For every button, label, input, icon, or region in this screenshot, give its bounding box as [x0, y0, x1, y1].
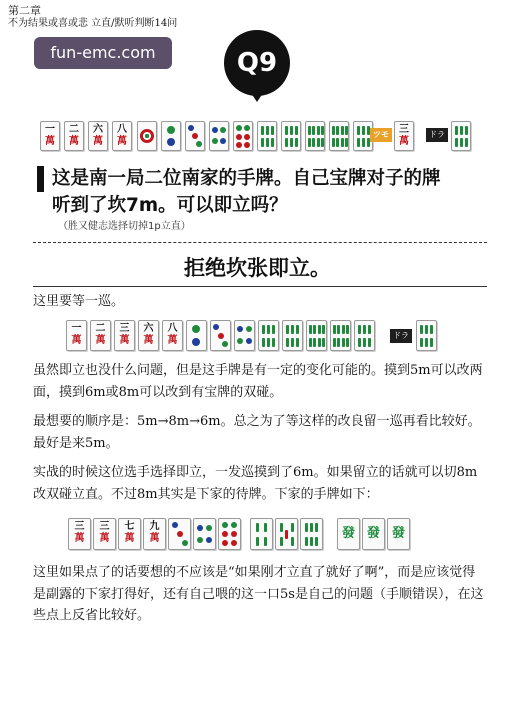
dora-label: ドラ [390, 329, 412, 343]
man-tile: 一 萬 [40, 121, 60, 151]
pin-3-tile [210, 320, 231, 351]
man-tile: 六 萬 [88, 121, 108, 151]
question-text-line-2: 听到了坎7m。可以即立吗？ [52, 195, 288, 216]
sou-8-tile [329, 121, 349, 151]
pin-2-tile [186, 320, 207, 351]
sou-6-tile [257, 121, 277, 151]
man-tile: 九 萬 [143, 518, 166, 550]
badge-pointer-icon [249, 90, 265, 102]
answer-paragraph-4: 实战的时候这位选手选择即立，一发巡摸到了6m。如果留立的话就可以切8m改双碰立直。不过8m其实是下家的待牌。下家的手牌如下： [33, 465, 478, 502]
sou-6-tile [300, 518, 323, 550]
question-marker-bar [37, 166, 44, 192]
dora-sou-tile [416, 320, 437, 351]
chapter-label: 第二章 [8, 4, 41, 17]
question-text-line-1: 这是南一局二位南家的手牌。自己宝牌对子的牌 [52, 168, 441, 189]
pin-6-tile [218, 518, 241, 550]
pin-6-tile [233, 121, 253, 151]
sou-6-tile [258, 320, 279, 351]
dora-label: ドラ [426, 128, 448, 142]
pin-4-tile [193, 518, 216, 550]
answer-paragraph-3: 最想要的顺序是：5m→8m→6m。总之为了等这样的改良留一巡再看比较好。最好是来5m。 [33, 414, 481, 451]
hatsu-tile: 發 [387, 518, 410, 550]
dora-sou-tile [451, 121, 471, 151]
hatsu-tile: 發 [337, 518, 360, 550]
pin-3-tile [185, 121, 205, 151]
man-tile: 七 萬 [118, 518, 141, 550]
sou-5-tile [275, 518, 298, 550]
question-note: （胜又健志选择切掉1p立直） [58, 221, 191, 232]
man-tile: 二 萬 [64, 121, 84, 151]
man-tile: 八 萬 [162, 320, 183, 351]
sou-6-tile [281, 121, 301, 151]
pin-3-tile [168, 518, 191, 550]
hatsu-tile: 發 [362, 518, 385, 550]
man-tile: 二 萬 [90, 320, 111, 351]
sou-8-tile [330, 320, 351, 351]
watermark-badge: fun-emc.com [34, 37, 172, 69]
pin-4-tile [234, 320, 255, 351]
answer-paragraph-2: 虽然即立也没什么问题，但是这手牌是有一定的变化可能的。摸到5m可以改两面，摸到6m或8m可以改到有宝牌的双碰。 [33, 363, 483, 400]
pin-4-tile [209, 121, 229, 151]
sou-8-tile [306, 320, 327, 351]
tsumo-man-tile: 三 萬 [394, 121, 414, 151]
man-tile: 八 萬 [112, 121, 132, 151]
answer-paragraph-5: 这里如果点了的话要想的不应该是“如果刚才立直了就好了啊”，而是应该觉得是副露的下家打得好，还有自己喂的这一口5s是自己的问题（手顺错误），在这些点上反省比较好。 [33, 565, 484, 623]
answer-title: 拒绝坎张即立。 [184, 255, 331, 280]
man-tile: 一 萬 [66, 320, 87, 351]
chapter-subtitle: 不为结果或喜或悲 立直/默听判断14问 [8, 18, 178, 29]
man-tile: 三 萬 [114, 320, 135, 351]
man-tile: 三 萬 [68, 518, 91, 550]
answer-title-underline [33, 286, 487, 287]
dashed-divider [33, 242, 487, 243]
sou-4-tile [250, 518, 273, 550]
sou-6-tile [354, 320, 375, 351]
man-tile: 三 萬 [93, 518, 116, 550]
pin-1-tile [137, 121, 157, 151]
tsumo-label: ツモ [370, 128, 392, 142]
pin-2-tile [161, 121, 181, 151]
sou-8-tile [305, 121, 325, 151]
man-tile: 六 萬 [138, 320, 159, 351]
answer-paragraph-1: 这里要等一巡。 [33, 294, 125, 309]
question-number-badge: Q9 [224, 30, 290, 96]
sou-6-tile [282, 320, 303, 351]
